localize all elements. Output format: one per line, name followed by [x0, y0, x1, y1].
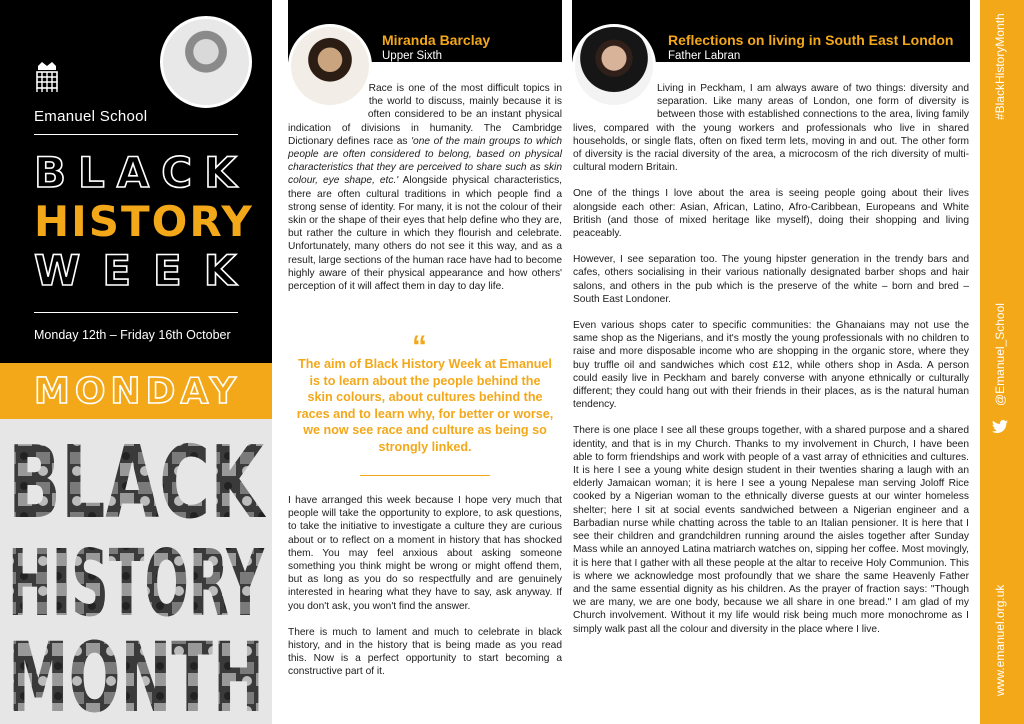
founder-portrait [160, 16, 252, 108]
day-label: MONDAY [34, 371, 241, 412]
author-name: Miranda Barclay [382, 32, 491, 48]
quote-underline [360, 475, 490, 476]
divider [34, 134, 238, 135]
paragraph: There is much to lament and much to celebrate in black history, and in the history that is being made as you read this. Now is a perfect opportunity to start becoming a constructive part of it. [288, 626, 562, 678]
paragraph: However, I see separation too. The young hipster generation in the trendy bars and cafes, others socialising in their various nationally designated barber shops and hair salons, and others in the pub which is the preserve of the white – born and bred – South East Londoner. [573, 254, 969, 305]
miranda-intro-text: Race is one of the most difficult topics in the world to discuss, mainly because it is often considered to be an instant physical indication of divisions in humanity. The Cambridge Dictionary defines race as 'one of the main groups to which people are often considered to belong, based on physical characteristics that they are perceived to share such as skin colour, eye shape, etc.' Alongside physical characteristics, there are often cultural traditions in which people find a strong sense of identity. For many, it is not the colour of their skin or the shape of their eyes that help define who they are, but rather the culture in which they flourish and celebrate. Unfortunately, many others do not see it this way, and as a result, large sections of the human race have had to become highly aware of their physical appearance and how others' perception of it will affect them in day to day life. [288, 83, 563, 293]
portrait-wrap-spacer [288, 82, 380, 118]
portcullis-crest-icon [34, 62, 60, 94]
article-title: Reflections on living in South East London [668, 32, 954, 48]
title-black: BLACK [34, 148, 249, 197]
paragraph: One of the things I love about the area is seeing people going about their lives alongside each other: Asian, African, Latino, Afro-Caribbean, Europeans and White British (and those of mixed heritage like myself), doing their shopping and living peaceably. [573, 188, 969, 240]
paragraph: I have arranged this week because I hope very much that people will take the opportunity to explore, to ask questions, to take the initiative to investigate a culture they are curious about or to reflect on a moment in history that has shocked them. You may feel anxious about asking someone something you think might be wrong or might offend them, but as long as you do so respectfully and are genuinely interested in hearing what they have to say, ask anyway. If you don't ask, you won't find the answer. [288, 495, 562, 612]
miranda-body-text [288, 494, 562, 692]
pull-quote: The aim of Black History Week at Emanuel is to learn about the people behind the skin colours, about cultures behind the races and to learn why, for better or worse, we now see race and culture as being so strongly linked. [296, 357, 554, 454]
school-name: Emanuel School [34, 108, 148, 125]
labran-body-text: Living in Peckham, I am always aware of two things: diversity and separation. Like many areas of London, one form of diversity is between those with established connections to the area, living family lives, compared with the young workers and professionals who live in shared households, or single flats, often on fixed term lets, moving in and out. The other form of diversity is the racial diversity of the area, a microcosm of the rich diversity of multi-cultural modern Britain. One of the things I love about the area is seeing people going about their lives alongside each other: Asian, African, Latino, Afro-Caribbean, Europeans and White British (and those of mixed heritage like myself), doing their shopping and living peaceably. However, I see separation too. The young hipster generation in the trendy bars and cafes, others socialising in their various nationally designated barber shops and hair salons, and others in the pub which is the preserve of the white – born and bred – South East Londoner. Even various shops cater to specific communities: the Ghanaians may not use the same shop as the Nigerians, and it's mostly the young professionals with no children to raise and more disposable income who are shopping in the organic store, where they buy truffle oil and sandwiches which cost £12, while others shop in Asda. A person could easily live in Peckham and barely converse with anyone ethnically or culturally different; they could hang out with their friends in their places, as is the natural human tendency. There is one place I see all these groups together, with a shared purpose and a shared identity, and that is in my Church. Thanks to my involvement in Church, I have been able to form friendships and work with people of a vast array of ethnicities and cultures. It is here I see a young white design student in their twenties sharing a laugh with an elderly Jamaican woman; it is here I see a young Nepalese man serving Joloff Rice cooked by a Nigerian woman to the ethnically diverse guests at our winter homeless shelter; here I sit at social events sandwiched between a Nigerian engineer and a Barbadian nurse while chatting across the table to an Italian pensioner. It is here that I see their children and grandchildren running around the aisles together after Sunday Mass while an annoyed Latina matriarch watches on, sipping her coffee. Most movingly, it is here that I gather with all these people at the altar to receive Holy Communion. This is where we acknowledge most profoundly that we share the same Heavenly Father and the same essential dignity as his children. As the prayer of fraction says: "Though we are many, we are one body, because we all share in one bread." I am glad of my Church involvement. Without it my life would risk being much more monochrome as I simply walk past all the colour and diversity in the place where I live. [573, 83, 969, 635]
portrait-wrap-spacer [573, 82, 657, 118]
twitter-handle[interactable]: @Emanuel_School [993, 303, 1007, 406]
divider [34, 312, 238, 313]
quote-mark-icon: “ [412, 330, 427, 363]
event-dates: Monday 12th – Friday 16th October [34, 328, 231, 342]
title-week: WEEK [34, 246, 259, 295]
author-role: Upper Sixth [382, 50, 443, 62]
black-history-month-collage [0, 419, 272, 724]
collage-word-history: HISTORY [8, 530, 265, 637]
paragraph: There is one place I see all these groups together, with a shared purpose and a shared identity, and that is in my Church. Thanks to my involvement in Church, I have been able to form friendships and work with people of a vast array of ethnicities and cultures. It is here I see a young white design student in their twenties sharing a laugh with an elderly Jamaican woman; it is here I see a young Nepalese man serving Joloff Rice cooked by a Nigerian woman to the ethnically diverse guests at our winter homeless shelter; here I sit at social events sandwiched between a Nigerian engineer and a Barbadian nurse while chatting across the table to an Italian pensioner. It is here that I see their children and grandchildren running around the aisles together after Sunday Mass while an annoyed Latina matriarch watches on, sipping her coffee. Most movingly, it is here that I gather with all these people at the altar to receive Holy Communion. This is where we acknowledge most profoundly that we share the same Heavenly Father and the same essential dignity as his children. As the prayer of fraction says: "Though we are many, we are one body, because we all share in one bread." I am glad of my Church involvement. Without it my life would risk being much more monochrome as I simply walk past all the colour and diversity in the place where I live. [573, 425, 969, 635]
title-history: HISTORY [34, 197, 254, 246]
paragraph: Even various shops cater to specific communities: the Ghanaians may not use the same shop as the Nigerians, and it's mostly the young professionals with no children to raise and more disposable income who are shopping in the organic store, where they buy truffle oil and sandwiches which cost £12, while others shop in Asda. A person could easily live in Peckham and barely converse with anyone ethnically or culturally different; they could hang out with their friends in their places, as is the natural human tendency. [573, 320, 969, 411]
author-role: Father Labran [668, 50, 741, 62]
hashtag: #BlackHistoryMonth [993, 13, 1007, 120]
collage-word-month: MONTH [8, 622, 264, 724]
twitter-bird-icon [992, 420, 1008, 434]
collage-word-black: BLACK [8, 424, 267, 541]
website-url[interactable]: www.emanuel.org.uk [993, 584, 1007, 696]
